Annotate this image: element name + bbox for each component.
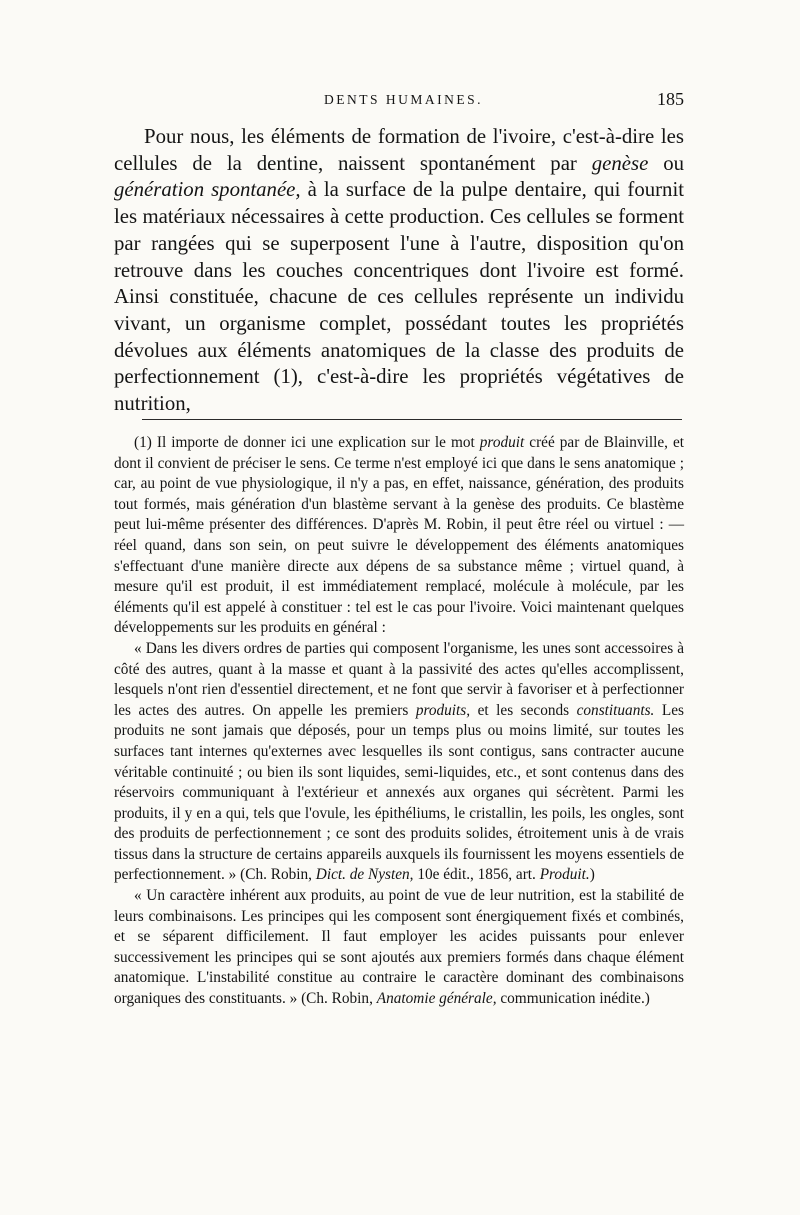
footnote-block [114,433,684,1010]
text-run: à la surface de la pulpe dentaire, qui fournit les matériaux nécessaires à cette production. Ces cellules se forment par rangées qui se superposent l'une à l'autre, disposition qu'on retrouve dans les couches concentriques dont l'ivoire est formé. Ainsi constituée, chacune de ces cellules représente un individu vivant, un organisme complet, possédant toutes les propriétés dévolues aux éléments anatomiques de la classe des produits de perfectionnement (1), c'est-à-dire les propriétés végétatives de nutrition, [114,178,684,416]
italic-run: constituants. [576,701,655,719]
italic-run: produits, [415,701,471,719]
footnote-separator [142,419,682,420]
text-run: ) [589,866,595,884]
italic-run: génération spontanée, [114,178,301,202]
page-header [114,89,684,114]
running-head: DENTS HUMAINES. [324,92,483,107]
italic-run: Anatomie générale, [376,990,497,1008]
text-run: Pour nous, les éléments de formation de l'ivoire, c'est-à-dire les cellules de la dentine, naissent spontanément par [114,125,684,175]
text-run: et les seconds [470,701,577,719]
quote-paragraph [114,886,684,1010]
text-run: créé par de Blainville, et dont il convient de préciser le sens. Ce terme n'est employé ici que dans le sens anatomique ; car, au point de vue physiologique, il n'y a pas, en effet, naissance, génération, des produits tout formés, mais génération d'un blastème servant à la genèse des produits. Ce blastème peut lui-même présenter des différences. D'après M. Robin, il peut être réel ou virtuel : — réel quand, dans son sein, on peut suivre le développement des éléments anatomiques s'effectuant d'une manière directe aux dépens de sa substance même ; virtuel quand, à mesure qu'il est produit, il est immédiatement remplacé, molécule à molécule, par les éléments qu'il est appelé à constituer : tel est le cas pour l'ivoire. Voici maintenant quelques développements sur les produits en général : [114,434,684,637]
italic-run: Produit. [539,866,590,884]
italic-run: genèse [591,151,649,175]
main-text [114,124,684,418]
footnote-paragraph [114,433,684,639]
text-run: communication inédite.) [496,990,650,1008]
text-run: « Dans les divers ordres de parties qui composent l'organisme, les unes sont accessoires à côté des autres, quant à la masse et quant à la passivité des actes qu'elles accomplissent, lesquels n'ont rien d'essentiel directement, et ne font que servir à favoriser et à perfectionner les actes des autres. On appelle les premiers [114,639,684,719]
text-run: 10e édit., 1856, art. [413,866,540,884]
text-run: « Un caractère inhérent aux produits, au point de vue de leur nutrition, est la stabilité de leurs combinaisons. Les principes qui les composent sont énergiquement fixés et combinés, et se séparent difficilement. Il faut employer les acides puissants pour enlever successivement les principes qui se sont ajoutés aux premiers formés dans chaque élément anatomique. L'instabilité constitue au contraire le caractère dominant des combinaisons organiques des constituants. » (Ch. Robin, [114,887,684,1008]
italic-run: Dict. de Nysten, [315,866,414,884]
main-paragraph [114,124,684,418]
text-run: ou [648,151,684,175]
page-number: 185 [657,89,684,109]
text-run: Les produits ne sont jamais que déposés, pour un temps plus ou moins limité, sur toutes les surfaces tant internes qu'externes avec lesquelles ils sont contigus, sans contracter aucune véritable continuité ; ou bien ils sont liquides, semi-liquides, etc., et sont contenus dans des réservoirs communiquant à l'extérieur et annexés aux organes qui sécrètent. Parmi les produits, il y en a qui, tels que l'ovule, les épithéliums, le cristallin, les poils, les ongles, sont des produits de perfectionnement ; ce sont des produits solides, étroitement unis à de vrais tissus dans la structure de certains appareils auxquels ils fournissent les moyens essentiels de perfectionnement. » (Ch. Robin, [114,701,684,884]
italic-run: produit [479,434,525,451]
text-run: (1) Il importe de donner ici une explication sur le mot [134,434,480,451]
quote-paragraph [114,639,684,886]
